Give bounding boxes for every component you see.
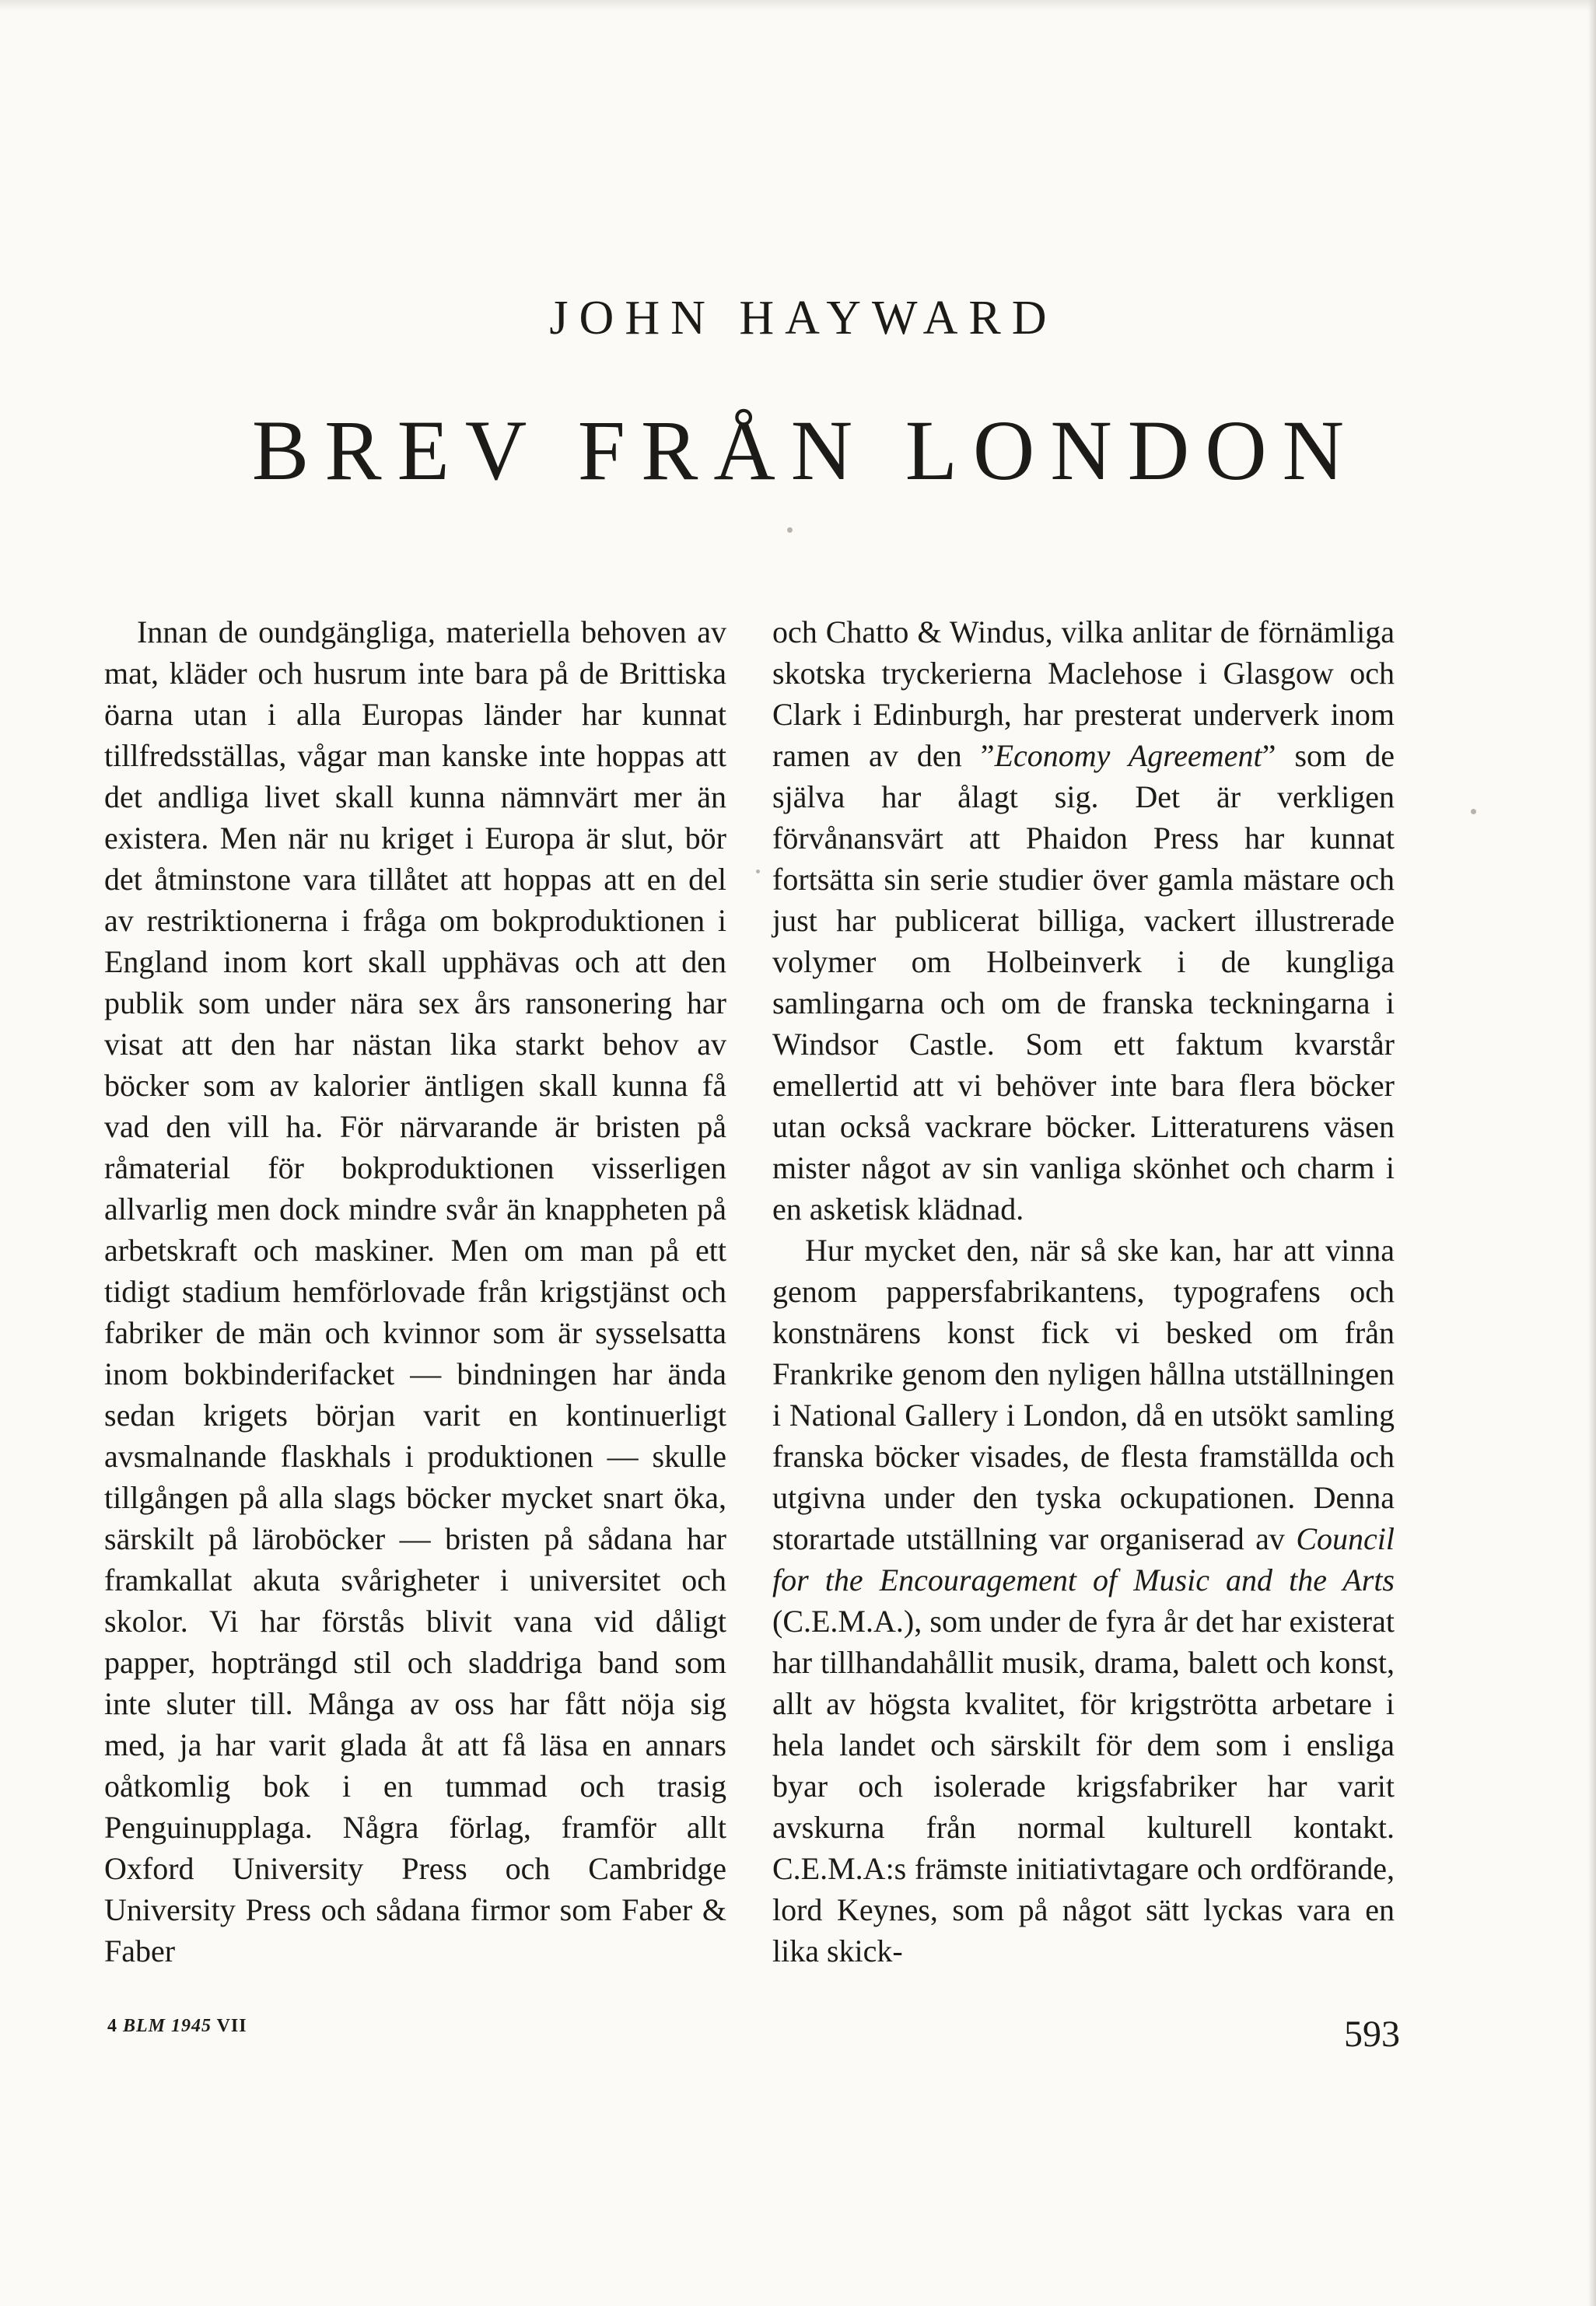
- author-name: JOHN HAYWARD: [549, 292, 1058, 345]
- right-paragraph-1-text-b: ” som de själva har ålagt sig. Det är verkligen förvånansvärt att Phaidon Press har kunnat fortsätta sin serie studier över gamla mästare och just har publicerat billiga, vackert illustrerade volymer om Holbeinverk i de kungliga samlingarna och om de franska teckningarna i Windsor Castle. Som ett faktum kvarstår emellertid att vi behöver inte bara flera böcker utan också vackrare böcker. Litteraturens väsen mister något av sin vanliga skönhet och charm i en asketisk klädnad.: [772, 738, 1395, 1226]
- signature-number: 4: [107, 2016, 117, 2036]
- print-speck: [787, 527, 793, 533]
- page-edge-shadow-right: [1588, 0, 1596, 2306]
- right-paragraph-2-text-a: Hur mycket den, när så ske kan, har att vinna genom pappersfabrikantens, typografens och konstnärens konst fick vi besked om från Frankrike genom den nyligen hållna utställningen i National Gallery i London, då en utsökt samling franska böcker visades, de flesta framställda och utgivna under den tyska ockupationen. Denna storartade utställning var organiserad av: [772, 1233, 1395, 1556]
- right-text-column: [772, 611, 1395, 1972]
- right-paragraph-2: [772, 1230, 1395, 1972]
- printer-signature: [107, 2016, 247, 2037]
- right-paragraph-1-italic: Economy Agreement: [994, 738, 1262, 773]
- right-paragraph-1: [772, 611, 1395, 1230]
- signature-journal: BLM 1945: [123, 2016, 212, 2036]
- left-text-column: [104, 611, 726, 1972]
- left-paragraph-1: Innan de oundgängliga, materiella behoven av mat, kläder och husrum inte bara på de Brittiska öarna utan i alla Europas länder har kunnat tillfredsställas, vågar man kanske inte hoppas att det andliga livet skall kunna nämnvärt mer än existera. Men när nu kriget i Europa är slut, bör det åtminstone vara tillåtet att hoppas att en del av restriktionerna i fråga om bokproduktionen i England inom kort skall upphävas och att den publik som under nära sex års ransonering har visat att den har nästan lika starkt behov av böcker som av kalorier äntligen skall kunna få vad den vill ha. För närvarande är bristen på råmaterial för bokproduktionen visserligen allvarlig men dock mindre svår än knappheten på arbetskraft och maskiner. Men om man på ett tidigt stadium hemförlovade från krigstjänst och fabriker de män och kvinnor som är sysselsatta inom bokbinderifacket — bindningen har ända sedan krigets början varit en kontinuerligt avsmalnande flaskhals i produktionen — skulle tillgången på alla slags böcker mycket snart öka, särskilt på läroböcker — bristen på sådana har framkallat akuta svårigheter i universitet och skolor. Vi har förstås blivit vana vid dåligt papper, hopträngd stil och sladdriga band som inte sluter till. Många av oss har fått nöja sig med, ja har varit glada åt att få läsa en annars oåtkomlig bok i en tummad och trasig Penguinupplaga. Några förlag, framför allt Oxford University Press och Cambridge University Press och sådana firmor som Faber & Faber: [104, 614, 726, 1968]
- right-paragraph-2-text-b: (C.E.M.A.), som under de fyra år det har existerat har tillhandahållit musik, drama, balett och konst, allt av högsta kvalitet, för krigströtta arbetare i hela landet och särskilt för dem som i ensliga byar och isolerade krigsfabriker har varit avskurna från normal kulturell kontakt. C.E.M.A:s främste initiativtagare och ordförande, lord Keynes, som på något sätt lyckas vara en lika skick-: [772, 1604, 1395, 1968]
- signature-issue: VII: [216, 2016, 247, 2036]
- print-speck: [756, 870, 760, 873]
- right-paragraph-1-text-a: och Chatto & Windus, vilka anlitar de förnämliga skotska tryckerierna Maclehose i Glasgow och Clark i Edinburgh, har presterat underverk inom ramen av den ”: [772, 614, 1395, 773]
- print-speck: [1471, 809, 1476, 814]
- article-title: BREV FRÅN LONDON: [251, 403, 1360, 498]
- page-edge-shadow-top: [0, 0, 1596, 11]
- page-number: 593: [1344, 2014, 1400, 2055]
- right-paragraph-2-italic: Council for the Encouragement of Music and the Arts: [772, 1521, 1395, 1597]
